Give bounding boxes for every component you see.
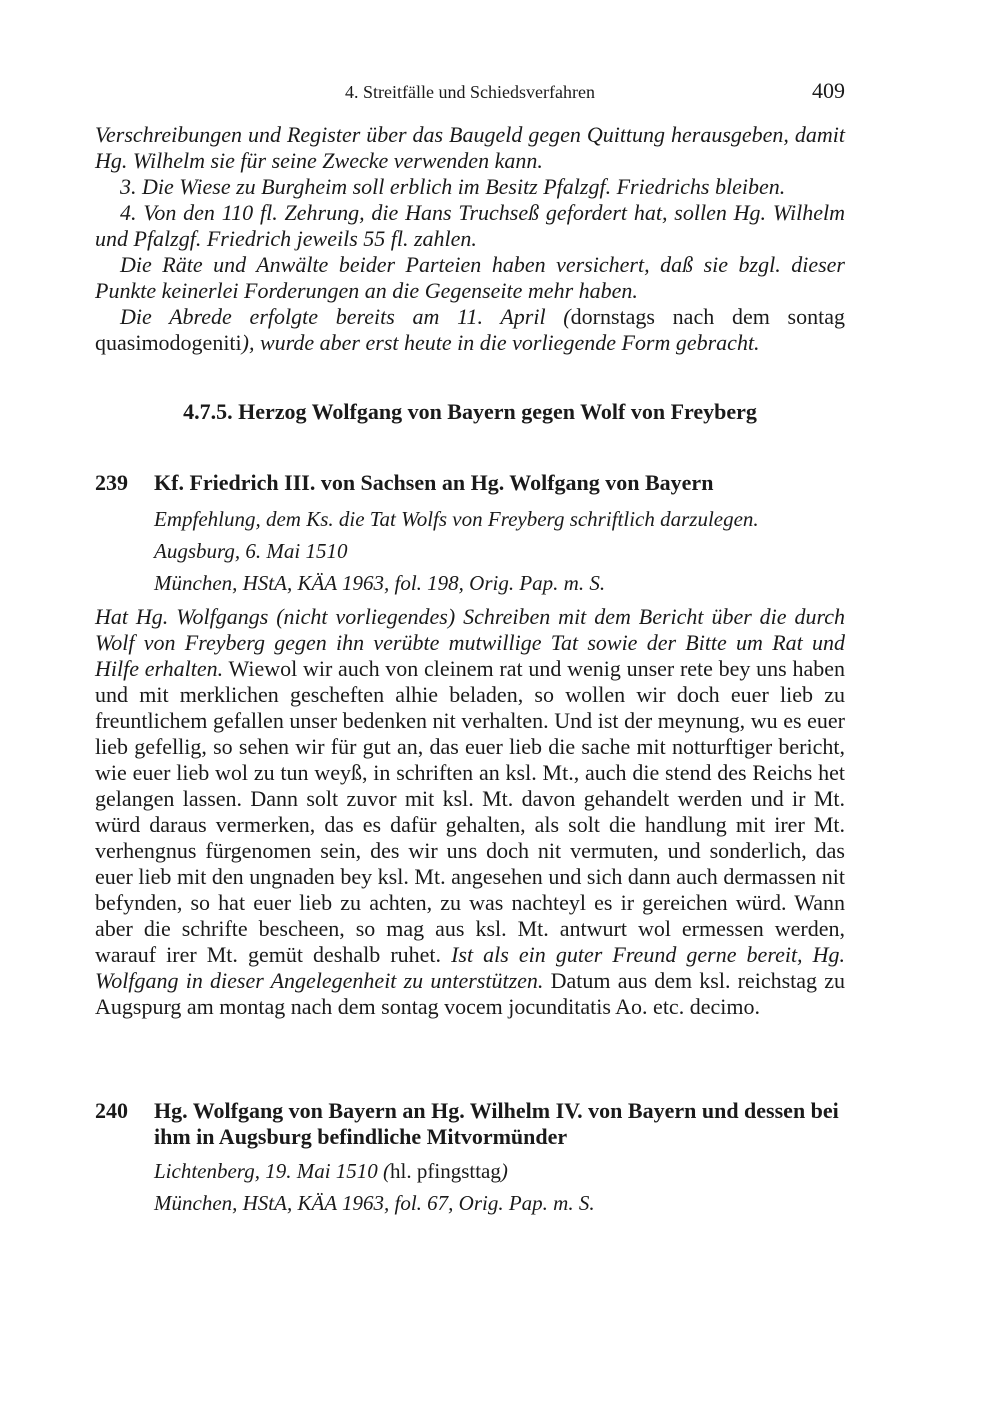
page-header [95,80,845,110]
doc-239-heading [95,470,845,496]
doc-240-place-date [154,1158,844,1184]
running-title: 4. Streitfälle und Schiedsverfahren [345,82,595,102]
intro-paragraph-1: Verschreibungen und Register über das Baugeld gegen Quittung herausgeben, damit Hg. Wilhelm sie für seine Zwecke verwenden kann. [95,122,845,173]
page-number: 409 [812,78,845,103]
intro-paragraph-2: 3. Die Wiese zu Burgheim soll erblich im Besitz Pfalzgf. Friedrichs bleiben. [120,174,786,199]
doc-240-title: Hg. Wolfgang von Bayern an Hg. Wilhelm IV. von Bayern und dessen bei ihm in Augsburg befindliche Mitvormünder [154,1098,839,1149]
doc-240-number: 240 [95,1098,128,1123]
doc-239-roman-1: Wiewol wir auch von cleinem rat und wenig unser rete bey uns haben und mit merklichen gescheften alhie beladen, so wollen wir doch euer lieb zu freuntlichem gefallen unser bedenken nit verhalten. Und ist der meynung, wu es euer lieb gefellig, so sehen wir für gut an, das euer lieb die sache mit notturftiger bericht, wie euer lieb wol zu tun weyß, in schriften an ksl. Mt., auch die stend des Reichs het gelangen lassen. Dann solt zuvor mit ksl. Mt. davon gehandelt werden und ir Mt. würd daraus vermerken, das es dafür gehalten, als solt die handlung mit irer Mt. verhengnus fürgenomen sein, des wir uns doch nit vermuten, und sonderlich, das euer lieb mit den ungnaden bey ksl. Mt. angesehen und sich dann auch dermassen nit befynden, so hat euer lieb zu achten, zu was nachteyl es ir gereichen würd. Wann aber die schrifte bescheen, so mag aus ksl. Mt. antwurt wol ermessen werden, warauf irer Mt. gemüt deshalb ruhet. [95,656,845,967]
doc-239-italic-2: Ist als ein guter Freund gerne bereit, Hg. Wolfgang in dieser Angelegenheit zu unterstützen. [95,942,846,993]
intro-p5-roman: dornstags nach dem sontag quasimodogeniti [95,304,845,355]
doc-240-heading [95,1098,845,1150]
doc-239-body [95,604,845,1020]
doc-240-source: München, HStA, KÄA 1963, fol. 67, Orig. Pap. m. S. [154,1191,595,1215]
doc-239-italic-1: Hat Hg. Wolfgangs (nicht vorliegendes) Schreiben mit dem Bericht über die durch Wolf von Freyberg gegen ihn verübte mutwillige Tat sowie der Bitte um Rat und Hilfe erhalten. [95,604,845,681]
doc-240-place-date-italic: Lichtenberg, 19. Mai 1510 ( [154,1159,391,1183]
doc-239-title: Kf. Friedrich III. von Sachsen an Hg. Wolfgang von Bayern [154,470,714,495]
section-heading: 4.7.5. Herzog Wolfgang von Bayern gegen Wolf von Freyberg [183,399,757,424]
intro-paragraph-5 [95,304,845,356]
intro-p5-italic-b: ), wurde aber erst heute in die vorliegende Form gebracht. [241,330,760,355]
doc-239-place-date: Augsburg, 6. Mai 1510 [154,539,348,563]
doc-239-text [95,604,845,1020]
doc-239-source: München, HStA, KÄA 1963, fol. 198, Orig. Pap. m. S. [154,571,606,595]
intro-text [95,122,845,356]
doc-240-place-date-close: ) [500,1159,508,1183]
intro-paragraph-4: Die Räte und Anwälte beider Parteien haben versichert, daß sie bzgl. dieser Punkte keinerlei Forderungen an die Gegenseite mehr haben. [95,252,845,303]
doc-239-number: 239 [95,470,128,495]
doc-239-roman-2: Datum aus dem ksl. reichstag zu Augspurg am montag nach dem sontag vocem jocunditatis Ao. etc. decimo. [95,968,846,1019]
doc-239-regest: Empfehlung, dem Ks. die Tat Wolfs von Freyberg schriftlich darzulegen. [154,507,759,531]
intro-p5-italic-a: Die Abrede erfolgte bereits am 11. April ( [120,304,571,329]
intro-paragraph-3: 4. Von den 110 fl. Zehrung, die Hans Truchseß gefordert hat, sollen Hg. Wilhelm und Pfalzgf. Friedrich jeweils 55 fl. zahlen. [95,200,845,251]
doc-240-place-date-roman: hl. pfingsttag [390,1159,501,1183]
